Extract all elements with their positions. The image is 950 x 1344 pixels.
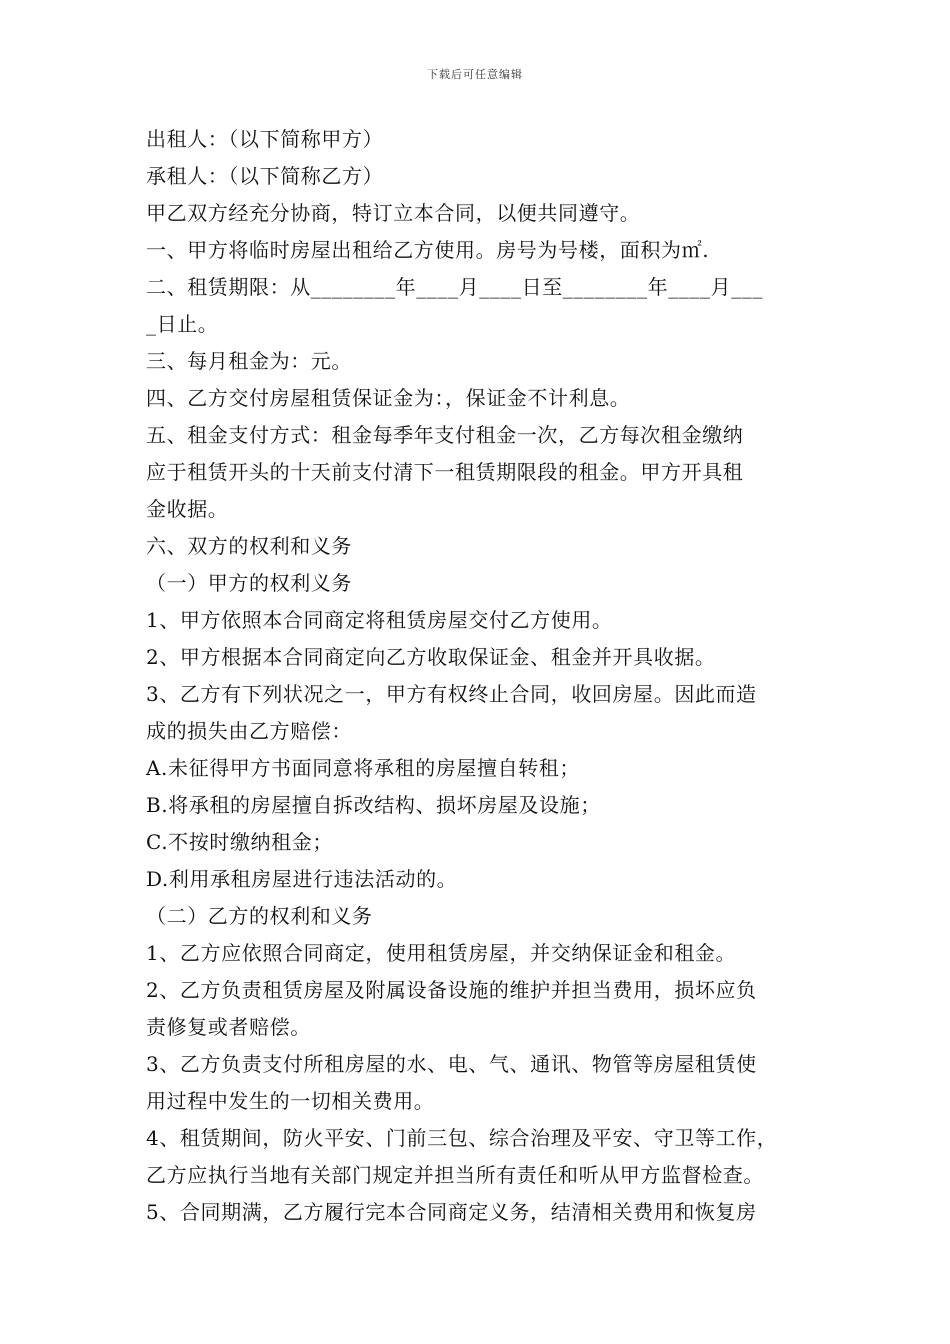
clause-5-line-end: 金收据。 bbox=[146, 497, 229, 521]
party-a-item-1: 1、甲方依照本合同商定将租赁房屋交付乙方使用。 bbox=[146, 608, 613, 632]
sub-item-d: D.利用承租房屋进行违法活动的。 bbox=[146, 867, 458, 891]
clause-2-line: 二、租赁期限：从________年____月____日至________年____月___ bbox=[146, 275, 763, 299]
contract-body bbox=[146, 121, 816, 1231]
clause-1-line: 一、甲方将临时房屋出租给乙方使用。房号为号楼，面积为㎡. bbox=[146, 238, 710, 262]
party-b-item-3-cont: 用过程中发生的一切相关费用。 bbox=[146, 1089, 435, 1113]
clause-3-line: 三、每月租金为：元。 bbox=[146, 349, 352, 373]
clause-5-line: 五、租金支付方式：租金每季年支付租金一次，乙方每次租金缴纳 bbox=[146, 423, 744, 447]
party-b-item-2-cont: 责修复或者赔偿。 bbox=[146, 1015, 311, 1039]
clause-5-line-cont: 应于租赁开头的十天前支付清下一租赁期限段的租金。甲方开具租 bbox=[146, 460, 744, 484]
preamble-line: 甲乙双方经充分协商，特订立本合同，以便共同遵守。 bbox=[146, 201, 641, 225]
party-b-item-1: 1、乙方应依照合同商定，使用租赁房屋，并交纳保证金和租金。 bbox=[146, 941, 737, 965]
lessee-line: 承租人：（以下简称乙方） bbox=[146, 164, 384, 188]
party-b-item-2: 2、乙方负责租赁房屋及附属设备设施的维护并担当费用，损坏应负 bbox=[146, 978, 757, 1002]
sub-item-b: B.将承租的房屋擅自拆改结构、损坏房屋及设施； bbox=[146, 793, 601, 817]
clause-6-heading: 六、双方的权利和义务 bbox=[146, 534, 352, 558]
section-party-b-heading: （二）乙方的权利和义务 bbox=[146, 904, 373, 928]
sub-item-c: C.不按时缴纳租金； bbox=[146, 830, 333, 854]
party-a-item-3: 3、乙方有下列状况之一，甲方有权终止合同，收回房屋。因此而造 bbox=[146, 682, 757, 706]
party-b-item-3: 3、乙方负责支付所租房屋的水、电、气、通讯、物管等房屋租赁使 bbox=[146, 1052, 757, 1076]
party-a-item-3-cont: 成的损失由乙方赔偿： bbox=[146, 719, 352, 743]
sub-item-a: A.未征得甲方书面同意将承租的房屋擅自转租； bbox=[146, 756, 581, 780]
clause-2-line-cont: _日止。 bbox=[146, 312, 219, 336]
party-b-item-4-cont: 乙方应执行当地有关部门规定并担当所有责任和听从甲方监督检查。 bbox=[146, 1163, 764, 1187]
section-party-a-heading: （一）甲方的权利义务 bbox=[146, 571, 352, 595]
clause-4-line: 四、乙方交付房屋租赁保证金为：，保证金不计利息。 bbox=[146, 386, 631, 410]
party-b-item-4: 4、租赁期间，防火平安、门前三包、综合治理及平安、守卫等工作， bbox=[146, 1126, 778, 1150]
party-a-item-2: 2、甲方根据本合同商定向乙方收取保证金、租金并开具收据。 bbox=[146, 645, 716, 669]
header-note: 下载后可任意编辑 bbox=[427, 68, 523, 81]
lessor-line: 出租人：（以下简称甲方） bbox=[146, 127, 384, 151]
party-b-item-5: 5、合同期满，乙方履行完本合同商定义务，结清相关费用和恢复房 bbox=[146, 1200, 757, 1224]
